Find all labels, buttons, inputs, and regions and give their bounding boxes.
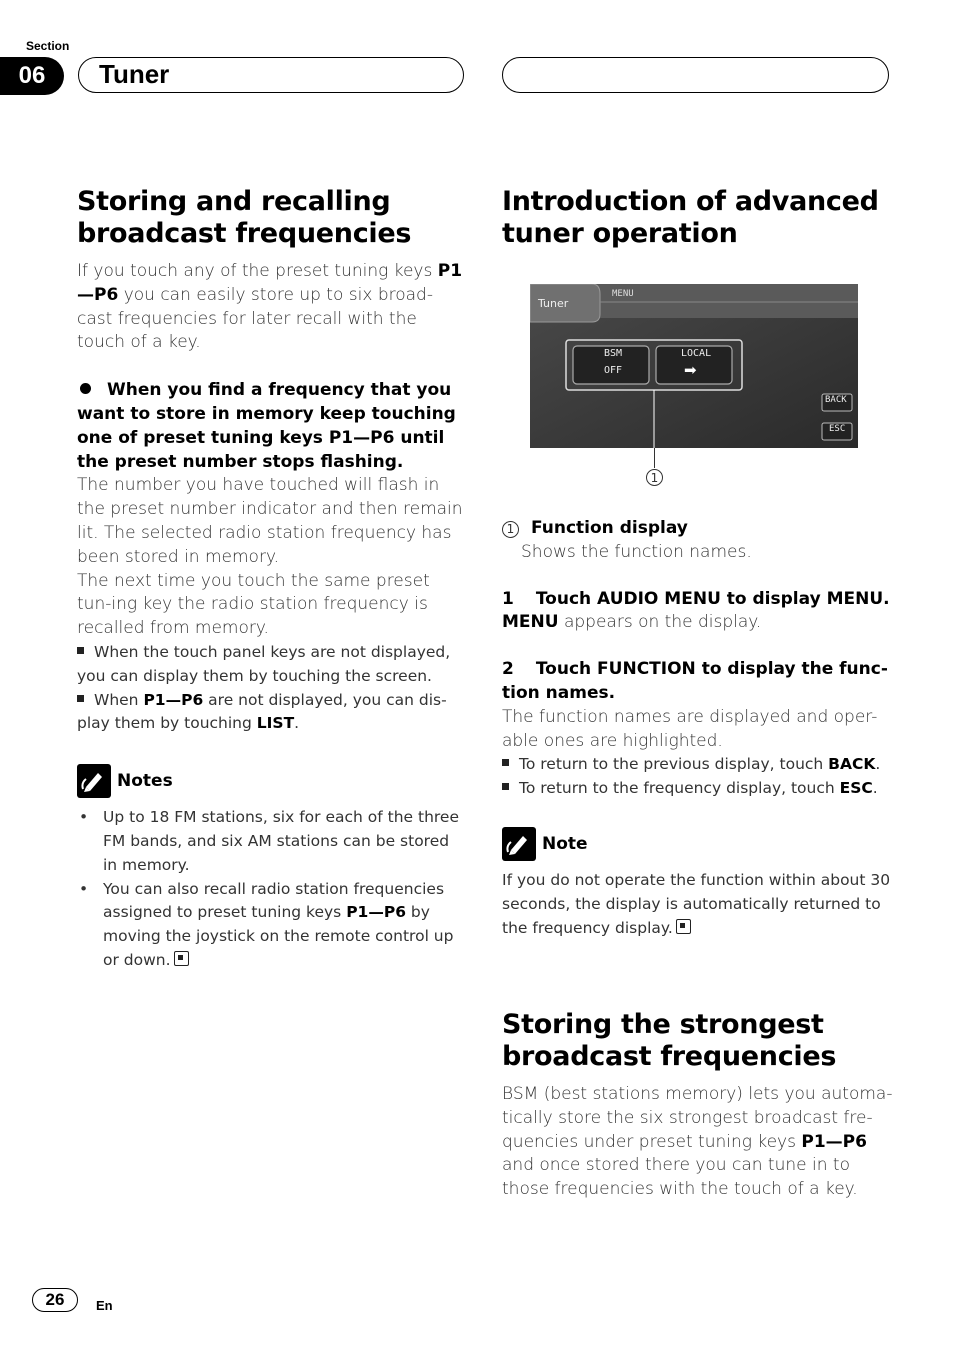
step-2: 2 Touch FUNCTION to display the func-tion names. <box>502 659 888 703</box>
screen-local-label[interactable]: LOCAL <box>681 348 712 359</box>
left-column <box>77 186 467 973</box>
step-2-text: The function names are displayed and oper-able ones are highlighted. <box>502 706 878 751</box>
note-header <box>502 827 894 861</box>
callout-number: 1 <box>646 469 663 486</box>
right-column-top <box>502 186 892 250</box>
store-step: When you find a frequency that you want to store in memory keep touching one of preset tuning keys P1—P6 until the preset number stops flashing. <box>77 380 456 472</box>
arrow-right-icon: ➡ <box>684 361 697 379</box>
screen-bsm-value: OFF <box>604 365 623 376</box>
note-text: If you do not operate the function within about 30 seconds, the display is automatically returned to the frequency display. <box>502 870 891 937</box>
chapter-title-box <box>78 57 464 93</box>
function-menu-screenshot <box>530 284 858 448</box>
notes-label: Notes <box>117 771 173 792</box>
square-bullet-icon <box>77 647 84 654</box>
screen-back-button[interactable]: BACK <box>825 395 847 405</box>
header-right-box <box>502 57 889 93</box>
recall-explanation: The next time you touch the same preset tun-ing key the radio station frequency is recalled from memory. <box>77 570 430 639</box>
intro-paragraph: If you touch any of the preset tuning keys P1—P6 you can easily store up to six broad-cast frequencies for later recall with the touch of a key. <box>77 261 463 353</box>
screen-bsm-label[interactable]: BSM <box>604 348 623 359</box>
tip-list: When P1—P6 are not displayed, you can dis-play them by touching LIST. <box>77 690 447 733</box>
end-mark-icon <box>676 919 691 934</box>
note-item: • Up to 18 FM stations, six for each of the three FM bands, and six AM stations can be stored in memory. <box>77 806 467 877</box>
callout-line <box>654 448 655 468</box>
notes-header <box>77 764 467 798</box>
section-label: Section <box>26 39 70 53</box>
heading-storing-recalling: Storing and recalling broadcast frequencies <box>77 186 412 249</box>
tip-back: To return to the previous display, touch BACK. <box>502 753 894 777</box>
note-item: • You can also recall radio station frequencies assigned to preset tuning keys P1—P6 by moving the joystick on the remote control up or down. <box>77 878 467 973</box>
heading-advanced-tuner: Introduction of advanced tuner operation <box>502 186 879 249</box>
callout-number: 1 <box>502 521 519 538</box>
tip-esc: To return to the frequency display, touch ESC. <box>502 777 894 801</box>
callout-description: 1 Function display <box>502 517 894 541</box>
screen-tuner-label: Tuner <box>538 297 569 310</box>
section-number-badge: 06 <box>0 57 64 95</box>
note-pencil-icon <box>502 827 536 861</box>
right-column-body <box>502 517 894 940</box>
step-1-text: MENU appears on the display. <box>502 612 762 633</box>
callout-desc-text: Shows the function names. <box>521 541 752 562</box>
bullet-dot-icon <box>80 383 91 394</box>
store-step-result: The number you have touched will flash in the preset number indicator and then remain lit. The selected radio station frequency has been stored in memory. <box>77 475 463 567</box>
chapter-title: Tuner <box>99 59 170 89</box>
bsm-paragraph: BSM (best stations memory) lets you automa-tically store the six strongest broadcast fre-quencies under preset tuning keys P1—P6 and once stored there you can tune in to those frequencies with the touch of a key. <box>502 1084 893 1200</box>
heading-strongest-frequencies: Storing the strongest broadcast frequencies <box>502 1009 837 1072</box>
screen-menu-label: MENU <box>612 289 634 299</box>
step-1: 1 Touch AUDIO MENU to display MENU. <box>502 588 890 609</box>
note-label: Note <box>542 833 588 854</box>
notes-list <box>77 806 467 973</box>
screen-esc-button[interactable]: ESC <box>829 424 846 434</box>
page-number: 26 <box>32 1288 78 1312</box>
square-bullet-icon <box>502 783 509 790</box>
square-bullet-icon <box>502 759 509 766</box>
right-column-bsm <box>502 1009 894 1202</box>
end-mark-icon <box>174 951 189 966</box>
language-label: En <box>96 1298 113 1313</box>
tip-touch-panel: When the touch panel keys are not displayed, you can display them by touching the screen. <box>77 642 451 685</box>
square-bullet-icon <box>77 695 84 702</box>
note-pencil-icon <box>77 764 111 798</box>
